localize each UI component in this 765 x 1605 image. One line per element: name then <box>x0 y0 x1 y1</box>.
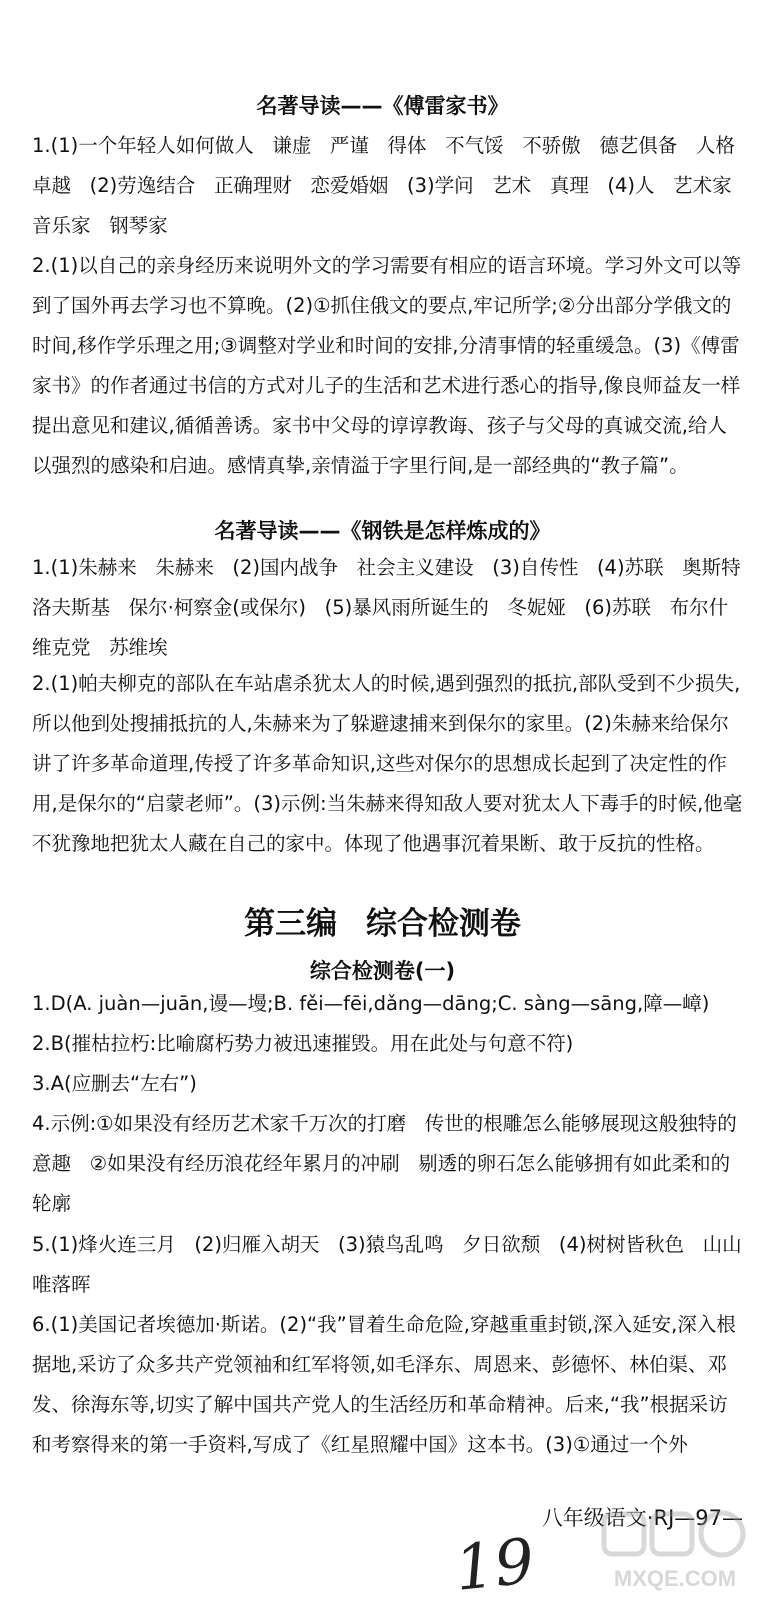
answer-item: 6.(1)美国记者埃德加·斯诺。(2)“我”冒着生命危险,穿越重重封锁,深入延安,深入根据地,采访了众多共产党领袖和红军将领,如毛泽东、周恩来、彭德怀、林伯渠、邓发、徐海东等,切实了解中国共产党人的生活经历和革命精神。后来,“我”根据采访和考察得来的第一手资料,写成了《红星照耀中国》这本书。(3)①通过一个外 <box>32 1313 736 1456</box>
answer-item: 5.(1)烽火连三月 (2)归雁入胡天 (3)猿鸟乱鸣 夕日欲颓 (4)树树皆秋色 山山唯落晖 <box>32 1233 742 1296</box>
section-title-gangtie: 名著导读——《钢铁是怎样炼成的》 <box>214 519 551 543</box>
handwritten-page-number: 19 <box>451 1524 538 1605</box>
answer-item: 1.(1)一个年轻人如何做人 谦虚 严谨 得体 不气馁 不骄傲 德艺俱备 人格卓越 (2)劳逸结合 正确理财 恋爱婚姻 (3)学问 艺术 真理 (4)人 艺术家 音乐家 钢琴家 <box>32 134 751 237</box>
test-subtitle: 综合检测卷(一) <box>309 959 456 983</box>
page-footer: 八年级语文·RJ—97— <box>541 1506 743 1530</box>
answer-item: 2.(1)以自己的亲身经历来说明外文的学习需要有相应的语言环境。学习外文可以等到了国外再去学习也不算晚。(2)①抓住俄文的要点,牢记所学;②分出部分学俄文的时间,移作学乐理之用;③调整对学业和时间的安排,分清事情的轻重缓急。(3)《傅雷家书》的作者通过书信的方式对儿子的生活和艺术进行悉心的指导,像良师益友一样提出意见和建议,循循善诱。家书中父母的谆谆教诲、孩子与父母的真诚交流,给人以强烈的感染和启迪。感情真挚,亲情溢于字里行间,是一部经典的“教子篇”。 <box>32 254 742 477</box>
answer-item: 3.A(应删去“左右”) <box>32 1072 197 1095</box>
svg-text:MXQE.COM: MXQE.COM <box>613 1566 737 1591</box>
part-title: 第三编 综合检测卷 <box>244 906 521 942</box>
answer-item: 4.示例:①如果没有经历艺术家千万次的打磨 传世的根雕怎么能够展现这般独特的意趣 ②如果没有经历浪花经年累月的冲刷 剔透的卵石怎么能够拥有如此柔和的轮廓 <box>32 1112 737 1215</box>
answer-item: 1.D(A. juàn—juān,谩—墁;B. fěi—fēi,dǎng—dāng;C. sàng—sāng,障—嶂) <box>32 992 710 1015</box>
section-title-fulei: 名著导读——《傅雷家书》 <box>256 94 509 118</box>
answer-item: 2.(1)帕夫柳克的部队在车站虐杀犹太人的时候,遇到强烈的抵抗,部队受到不少损失,所以他到处搜捕抵抗的人,朱赫来为了躲避逮捕来到保尔的家里。(2)朱赫来给保尔讲了许多革命道理,传授了许多革命知识,这些对保尔的思想成长起到了决定性的作用,是保尔的“启蒙老师”。(3)示例:当朱赫来得知敌人要对犹太人下毒手的时候,他毫不犹豫地把犹太人藏在自己的家中。体现了他遇事沉着果断、敢于反抗的性格。 <box>32 672 743 855</box>
answer-item: 2.B(摧枯拉朽:比喻腐朽势力被迅速摧毁。用在此处与句意不符) <box>32 1032 574 1055</box>
watermark-logo <box>600 1508 750 1594</box>
answer-item: 1.(1)朱赫来 朱赫来 (2)国内战争 社会主义建设 (3)自传性 (4)苏联 奥斯特洛夫斯基 保尔·柯察金(或保尔) (5)暴风雨所诞生的 冬妮娅 (6)苏联 布尔什维克党 苏维埃 <box>32 556 741 659</box>
